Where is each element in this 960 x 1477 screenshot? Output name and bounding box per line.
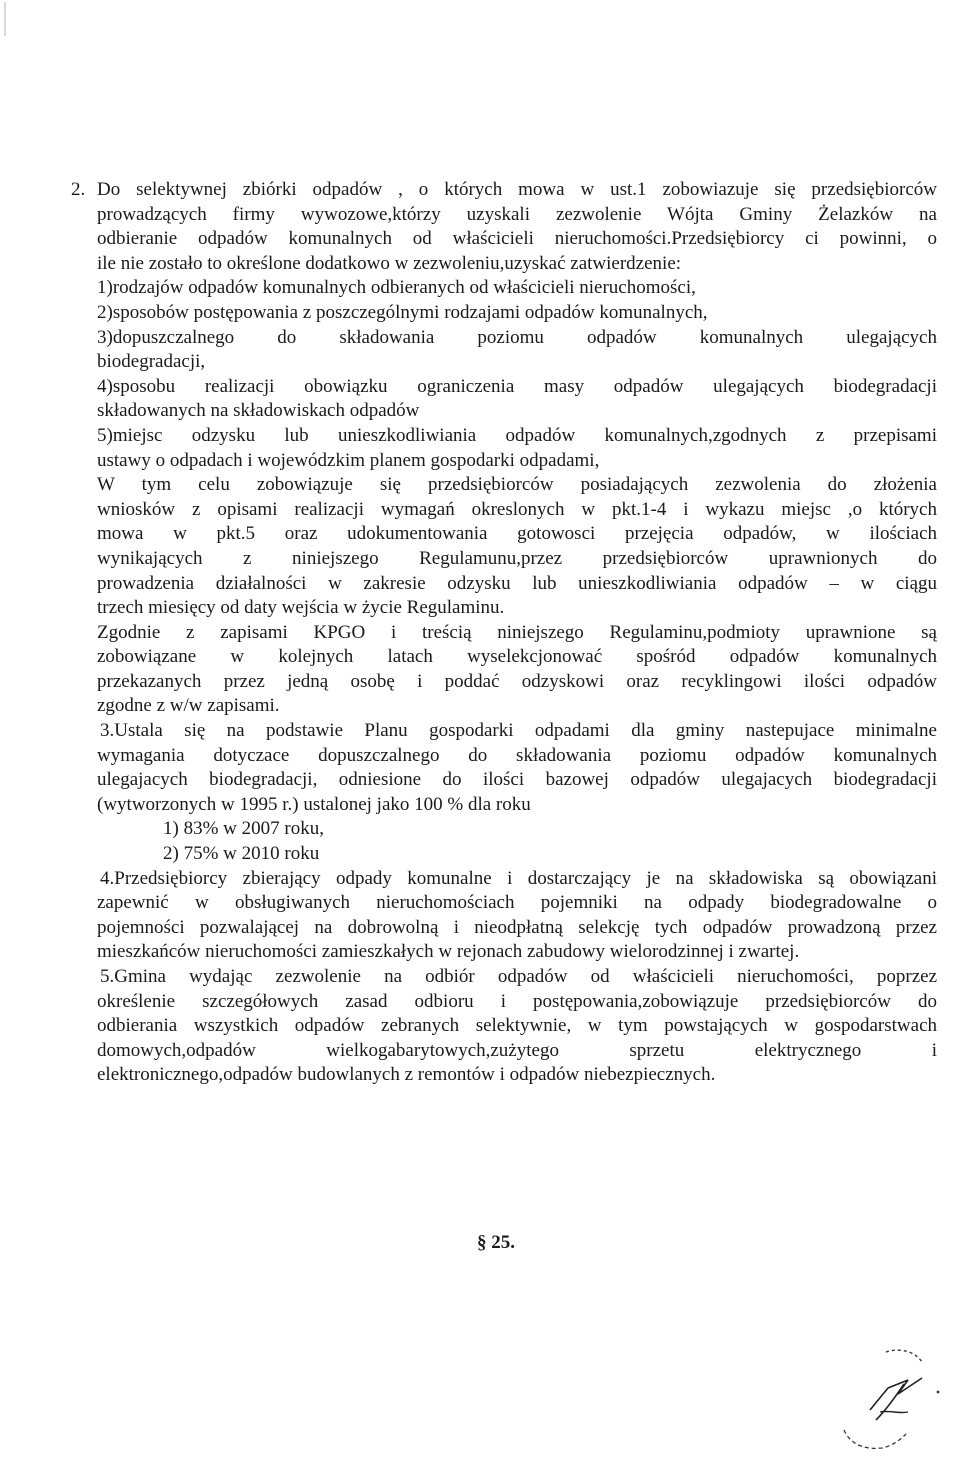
- text-line: elektronicznego,odpadów budowlanych z remontów i odpadów niebezpiecznych.: [97, 1064, 716, 1086]
- text-line: 3)dopuszczalnego do składowania poziomu odpadów komunalnych ulegających: [97, 326, 937, 348]
- text-line: wynikających z niniejszego Regulamunu,przez przedsiębiorców uprawnionych do: [97, 547, 937, 569]
- text-line: mowa w pkt.5 oraz udokumentowania gotowosci przejęcia odpadów, w ilościach: [97, 523, 937, 545]
- scan-edge-mark: [4, 2, 6, 36]
- text-line: zgodne z w/w zapisami.: [97, 695, 280, 717]
- text-line: zobowiązane w kolejnych latach wyselekcjonować spośród odpadów komunalnych: [97, 646, 937, 668]
- text-line: ustawy o odpadach i wojewódzkim planem gospodarki odpadami,: [97, 449, 600, 471]
- text-line: określenie szczegółowych zasad odbioru i postępowania,zobowiązuje przedsiębiorców do: [97, 990, 937, 1012]
- text-line: odbieranie odpadów komunalnych od właścicieli nieruchomości.Przedsiębiorcy ci powinni, o: [97, 228, 937, 250]
- text-line: wymagania dotyczace dopuszczalnego do składowania poziomu odpadów komunalnych: [97, 744, 937, 766]
- text-line: zapewnić w obsługiwanych nieruchomościach pojemniki na odpady biodegradowalne o: [97, 892, 937, 914]
- text-line: 4)sposobu realizacji obowiązku ograniczenia masy odpadów ulegających biodegradacji: [97, 375, 937, 397]
- text-line: 3.Ustala się na podstawie Planu gospodarki odpadami dla gminy nastepujace minimalne: [100, 720, 937, 742]
- text-line: prowadzących firmy wywozowe,którzy uzyskali zezwolenie Wójta Gminy Żelazków na: [97, 203, 937, 225]
- section-heading: § 25.: [477, 1232, 515, 1253]
- text-line: (wytworzonych w 1995 r.) ustalonej jako 100 % dla roku: [97, 793, 531, 815]
- text-line: domowych,odpadów wielkogabarytowych,zużytego sprzetu elektrycznego i: [97, 1039, 937, 1061]
- text-line: ile nie zostało to określone dodatkowo w zezwoleniu,uzyskać zatwierdzenie:: [97, 252, 682, 274]
- list-item: 1) 83% w 2007 roku,: [163, 818, 324, 840]
- text-line: składowanych na składowiskach odpadów: [97, 400, 420, 422]
- text-line: 2)sposobów postępowania z poszczególnymi rodzajami odpadów komunalnych,: [97, 301, 708, 323]
- text-line: odbierania wszystkich odpadów zebranych selektywnie, w tym powstających w gospodarstwach: [97, 1015, 937, 1037]
- text-line: ulegajacych biodegradacji, odniesione do ilości bazowej odpadów ulegajacych biodegradacji: [97, 769, 937, 791]
- text-line: W tym celu zobowiązuje się przedsiębiorców posiadających zezwolenia do złożenia: [97, 474, 937, 496]
- list-item: 2) 75% w 2010 roku: [163, 843, 320, 865]
- text-line: Zgodnie z zapisami KPGO i treścią niniejszego Regulaminu,podmioty uprawnione są: [97, 621, 937, 643]
- text-line: wniosków z opisami realizacji wymagań okreslonych w pkt.1-4 i wykazu miejsc ,o których: [97, 498, 937, 520]
- text-line: przekazanych przez jedną osobę i poddać odzyskowi oraz recyklingowi ilości odpadów: [97, 670, 937, 692]
- text-line: biodegradacji,: [97, 351, 206, 373]
- signature-mark: [826, 1340, 946, 1455]
- text-line: mieszkańców nieruchomości zamieszkałych w rejonach zabudowy wielorodzinnej i zwartej.: [97, 941, 800, 963]
- text-line: prowadzenia działalności w zakresie odzysku lub unieszkodliwiania odpadów – w ciągu: [97, 572, 937, 594]
- text-line: 1)rodzajów odpadów komunalnych odbieranych od właścicieli nieruchomości,: [97, 277, 696, 299]
- text-line: 2. Do selektywnej zbiórki odpadów , o których mowa w ust.1 zobowiazuje się przedsiębiorców: [97, 178, 937, 203]
- text-line: 4.Przedsiębiorcy zbierający odpady komunalne i dostarczający je na składowiska są obowiązani: [100, 867, 937, 889]
- text-line: trzech miesięcy od daty wejścia w życie Regulaminu.: [97, 597, 505, 619]
- point-number: 2.: [71, 179, 86, 200]
- text-line: 5)miejsc odzysku lub unieszkodliwiania odpadów komunalnych,zgodnych z przepisami: [97, 424, 937, 446]
- document-body: [71, 178, 937, 1088]
- text-line: 5.Gmina wydając zezwolenie na odbiór odpadów od właścicieli nieruchomości, poprzez: [100, 966, 937, 987]
- text-line: pojemności pozwalającej na dobrowolną i nieodpłatną selekcję tych odpadów prowadzoną przez: [97, 916, 937, 938]
